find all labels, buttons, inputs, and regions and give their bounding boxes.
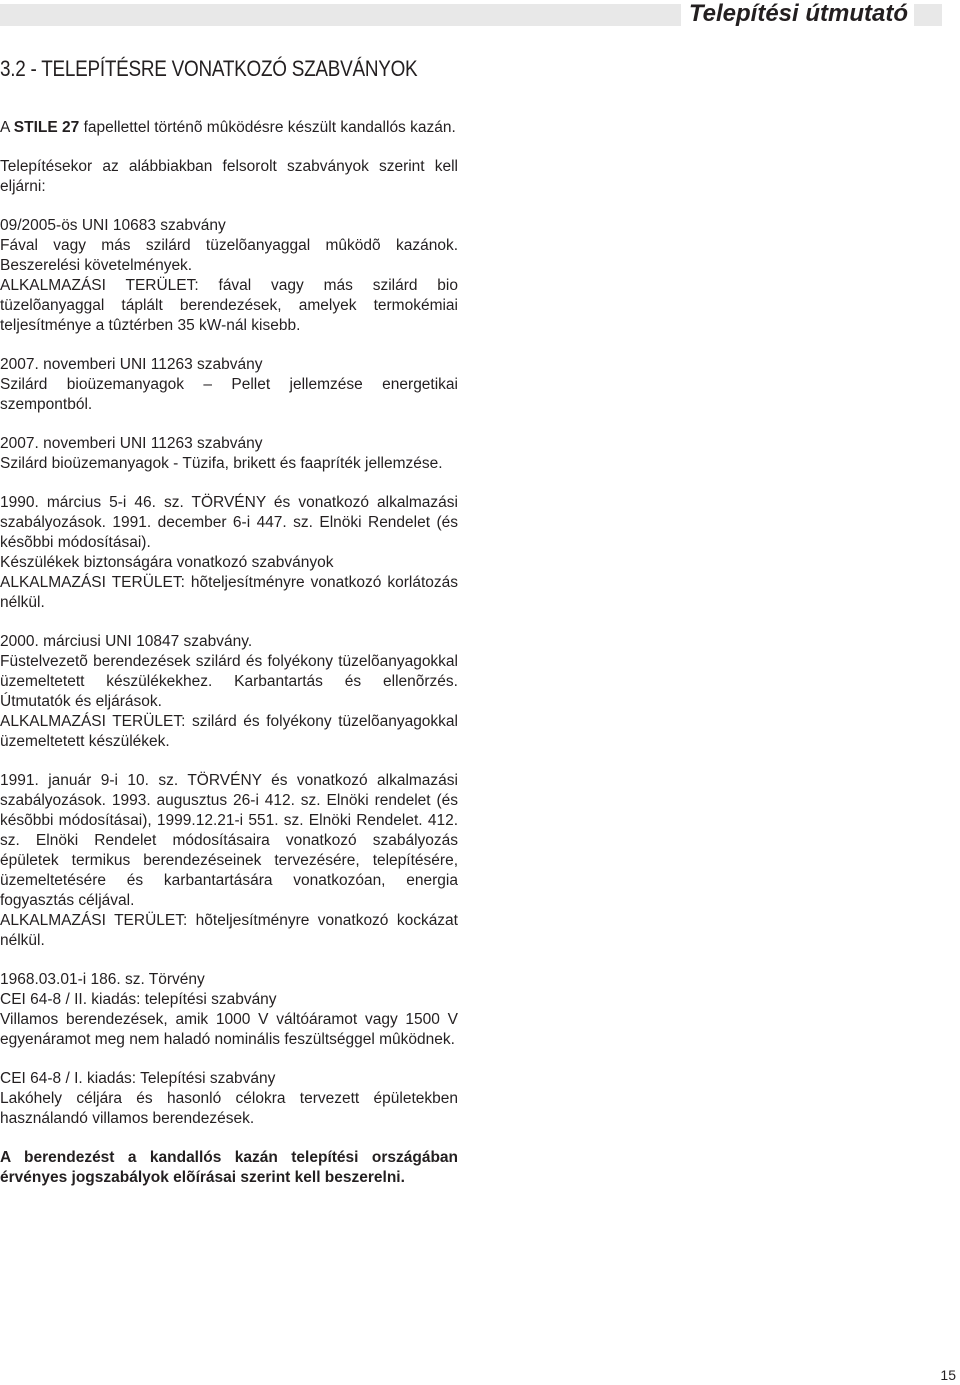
- standard-description: Füstelvezetõ berendezések szilárd és folyékony tüzelõanyagokkal üzemeltetett készülékekhez. Karbantartás és ellenõrzés. Útmutatók és eljárások.: [0, 653, 458, 710]
- paragraph-law-186-1968: [0, 970, 458, 1050]
- standard-title: 1990. március 5-i 46. sz. TÖRVÉNY és vonatkozó alkalmazási szabályozások. 1991. december 6-i 447. sz. Elnöki Rendelet (és késõbbi módosításai).: [0, 494, 458, 551]
- intro-suffix: fapellettel történõ mûködésre készült kandallós kazán.: [79, 119, 456, 136]
- standard-scope: ALKALMAZÁSI TERÜLET: hõteljesítményre vonatkozó korlátozás nélkül.: [0, 574, 458, 611]
- paragraph-uni-10847: [0, 632, 458, 752]
- product-name: STILE 27: [13, 119, 80, 136]
- paragraph-cei-64-8-i: [0, 1069, 458, 1129]
- paragraph-installation-intro: [0, 157, 458, 197]
- standard-description: Villamos berendezések, amik 1000 V váltóáramot vagy 1500 V egyenáramot meg nem haladó nominális feszültséggel mûködnek.: [0, 1011, 458, 1048]
- standard-title: CEI 64-8 / II. kiadás: telepítési szabvány: [0, 991, 277, 1008]
- standard-title: 2007. novemberi UNI 11263 szabvány: [0, 356, 263, 373]
- standard-description: Szilárd bioüzemanyagok – Pellet jellemzése energetikai szempontból.: [0, 376, 458, 413]
- closing-statement: A berendezést a kandallós kazán telepítési országában érvényes jogszabályok elõírásai szerint kell beszerelni.: [0, 1149, 458, 1186]
- intro-paragraph: [0, 118, 458, 138]
- standard-description: Szilárd bioüzemanyagok - Tüzifa, brikett és faapríték jellemzése.: [0, 455, 443, 472]
- paragraph-law-10-1991: [0, 771, 458, 951]
- paragraph-law-46-1990: [0, 493, 458, 613]
- paragraph-uni-11263-firewood: [0, 434, 458, 474]
- paragraph-line: Telepítésekor az alábbiakban felsorolt szabványok szerint kell eljárni:: [0, 158, 458, 195]
- standard-description: Készülékek biztonságára vonatkozó szabványok: [0, 554, 334, 571]
- document-body: [0, 118, 458, 1207]
- paragraph-uni-10683: [0, 216, 458, 336]
- standard-description: Lakóhely céljára és hasonló célokra tervezett épületekben használandó villamos berendezések.: [0, 1090, 458, 1127]
- standard-title: 2000. márciusi UNI 10847 szabvány.: [0, 633, 253, 650]
- standard-description: 1991. január 9-i 10. sz. TÖRVÉNY és vonatkozó alkalmazási szabályozások. 1993. augusztus 26-i 412. sz. Elnöki rendelet (és késõbbi módosításai), 1999.12.21-i 551. sz. Elnöki Rendelet. 412. sz. Elnöki Rendelet módosításaira vonatkozó szabályozás épületek termikus berendezéseinek tervezésére, telepítésére, üzemeltetésére és karbantartására vonatkozóan, energia fogyasztás céljával.: [0, 772, 458, 909]
- standard-scope: ALKALMAZÁSI TERÜLET: hõteljesítményre vonatkozó kockázat nélkül.: [0, 912, 458, 949]
- standard-title: 09/2005-ös UNI 10683 szabvány: [0, 217, 226, 234]
- paragraph-uni-11263-pellet: [0, 355, 458, 415]
- section-heading: 3.2 - TELEPÍTÉSRE VONATKOZÓ SZABVÁNYOK: [0, 56, 418, 81]
- standard-title: CEI 64-8 / I. kiadás: Telepítési szabvány: [0, 1070, 276, 1087]
- page-number: 15: [940, 1367, 956, 1383]
- header-title: Telepítési útmutató: [681, 0, 914, 28]
- standard-description: Fával vagy más szilárd tüzelõanyaggal mûködõ kazánok. Beszerelési követelmények.: [0, 237, 458, 274]
- intro-prefix: A: [0, 119, 14, 136]
- standard-scope: ALKALMAZÁSI TERÜLET: fával vagy más szilárd bio tüzelõanyaggal táplált berendezések, amelyek termokémiai teljesítménye a tûztérben 35 kW-nál kisebb.: [0, 277, 458, 334]
- standard-title: 2007. novemberi UNI 11263 szabvány: [0, 435, 263, 452]
- standard-title: 1968.03.01-i 186. sz. Törvény: [0, 971, 205, 988]
- standard-scope: ALKALMAZÁSI TERÜLET: szilárd és folyékony tüzelõanyagokkal üzemeltetett készülékek.: [0, 713, 458, 750]
